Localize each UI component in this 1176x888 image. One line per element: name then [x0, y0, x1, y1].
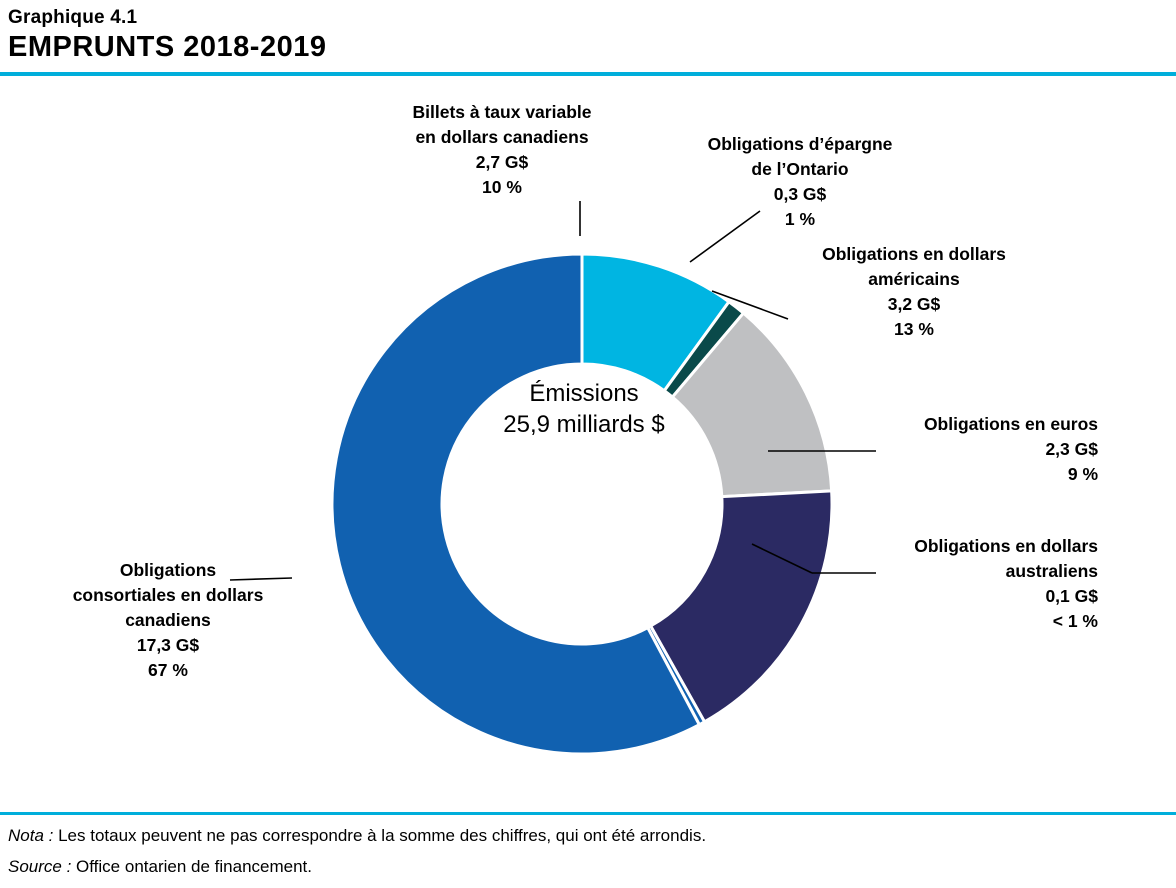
source-label: Source : — [8, 857, 72, 876]
slice-label-eur: Obligations en euros 2,3 G$ 9 % — [923, 414, 1098, 484]
slice-label-usd: Obligations en dollars américains 3,2 G$ 13 % — [822, 244, 1006, 339]
donut-chart — [0, 76, 1176, 806]
center-line-1: Émissions — [529, 380, 639, 407]
footer-divider — [0, 812, 1176, 815]
slice-label-syndicated-cad: Obligations consortiales en dollars canadiens 17,3 G$ 67 % — [72, 560, 264, 680]
chart-number: Graphique 4.1 — [8, 7, 138, 28]
note-label: Nota : — [8, 826, 54, 845]
center-line-2: 25,9 milliards $ — [503, 411, 665, 438]
note-text: Les totaux peuvent ne pas correspondre à la somme des chiffres, qui ont été arrondis. — [58, 826, 707, 845]
source-text: Office ontarien de financement. — [76, 857, 312, 876]
footnotes — [8, 820, 1168, 882]
slice-label-frn: Billets à taux variable en dollars canadiens 2,7 G$ 10 % — [412, 102, 592, 197]
page-title: EMPRUNTS 2018-2019 — [8, 31, 327, 63]
note-line — [8, 820, 1168, 851]
source-line — [8, 851, 1168, 882]
donut-center-label — [455, 378, 713, 440]
donut-graphic — [297, 219, 867, 789]
slice-label-aud: Obligations en dollars australiens 0,1 G$ < 1 % — [914, 536, 1098, 631]
slice-label-osb: Obligations d’épargne de l’Ontario 0,3 G$ 1 % — [707, 134, 893, 229]
chart-header — [8, 6, 1168, 64]
